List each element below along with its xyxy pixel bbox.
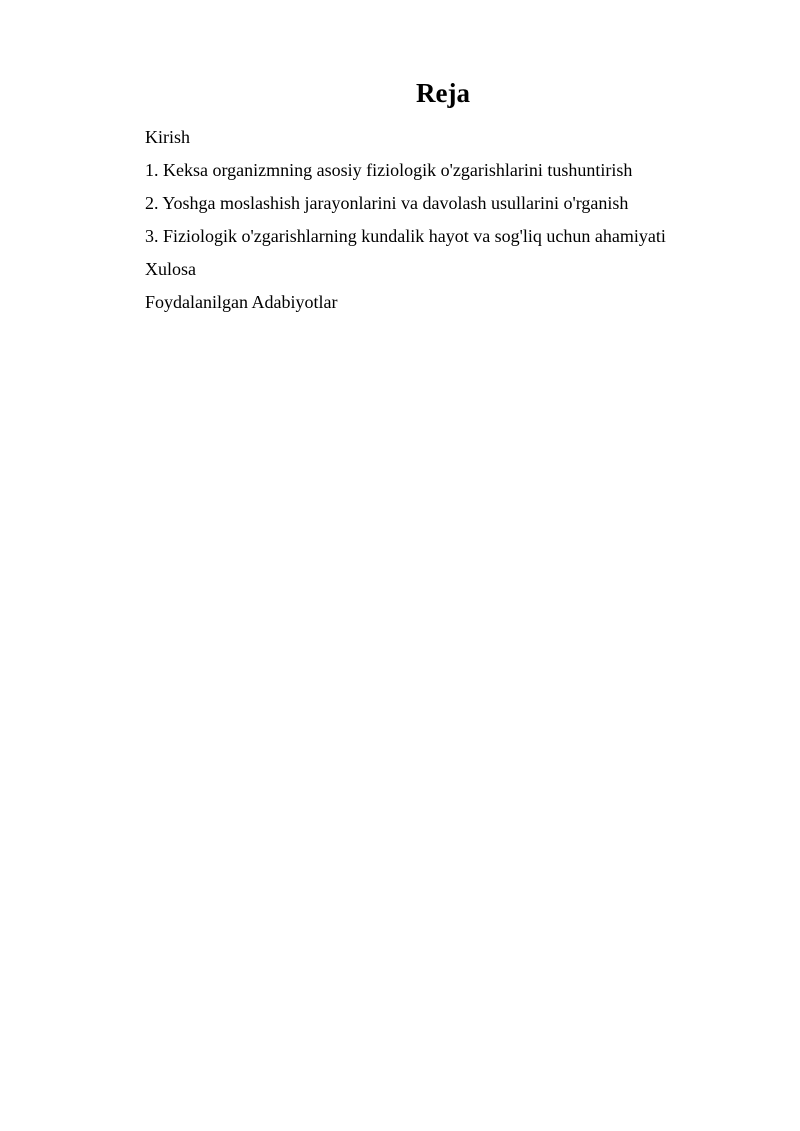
plan-item-conclusion: Xulosa <box>145 259 196 279</box>
plan-item-introduction: Kirish <box>145 127 190 147</box>
plan-item-1: 1. Keksa organizmning asosiy fiziologik o'zgarishlarini tushuntirish <box>145 160 633 180</box>
plan-item-references: Foydalanilgan Adabiyotlar <box>145 292 338 312</box>
plan-item-2: 2. Yoshga moslashish jarayonlarini va davolash usullarini o'rganish <box>145 193 629 213</box>
plan-item-3: 3. Fiziologik o'zgarishlarning kundalik hayot va sog'liq uchun ahamiyati <box>145 226 666 246</box>
page-title: Reja <box>416 78 470 108</box>
plan-list <box>145 121 666 319</box>
